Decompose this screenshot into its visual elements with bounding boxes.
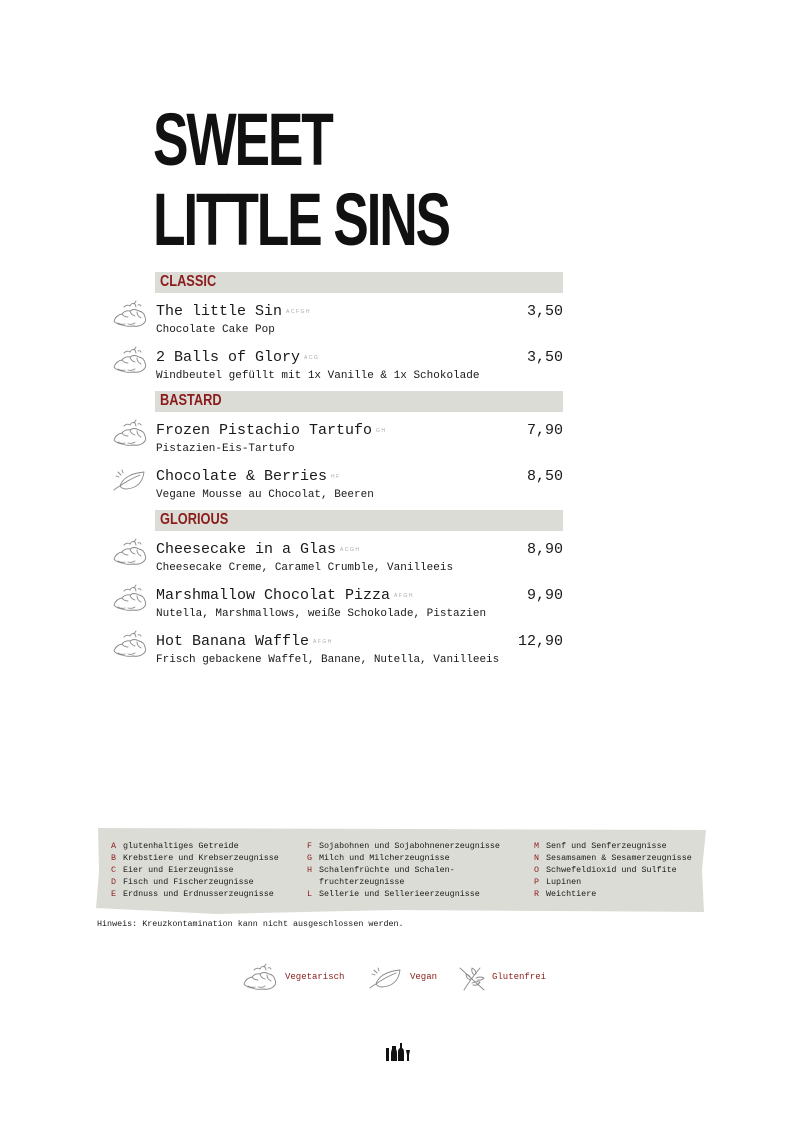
item-name: Hot Banana Waffle xyxy=(156,633,310,650)
menu-item xyxy=(110,587,563,631)
item-name: Chocolate & Berries xyxy=(156,468,328,485)
item-name: Frozen Pistachio Tartufo xyxy=(156,422,373,439)
item-allergens: ACGH xyxy=(340,547,361,553)
item-description: Chocolate Cake Pop xyxy=(156,324,275,336)
legend-row: E Erdnuss und Erdnusserzeugnisse xyxy=(111,889,274,899)
legend-row: N Sesamsamen & Sesamerzeugnisse xyxy=(534,853,692,863)
section-header-classic xyxy=(155,272,563,293)
item-allergens: HF xyxy=(331,474,341,480)
item-description: Pistazien-Eis-Tartufo xyxy=(156,443,295,455)
legend-column-3 xyxy=(534,840,692,900)
item-description: Windbeutel gefüllt mit 1x Vanille & 1x Schokolade xyxy=(156,370,480,382)
item-description: Nutella, Marshmallows, weiße Schokolade, Pistazien xyxy=(156,608,487,620)
title-line-2: LITTLE SINS xyxy=(153,178,449,261)
item-allergens: ACG xyxy=(304,355,320,361)
page-title xyxy=(153,100,449,260)
legend-row: D Fisch und Fischerzeugnisse xyxy=(111,877,254,887)
item-allergens: AFGH xyxy=(313,639,333,645)
vegan-icon xyxy=(110,464,150,494)
cross-contamination-note: Hinweis: Kreuzkontamination kann nicht ausgeschlossen werden. xyxy=(97,919,404,929)
diet-label: Vegan xyxy=(410,972,438,982)
legend-row: B Krebstiere und Krebserzeugnisse xyxy=(111,853,279,863)
menu-item xyxy=(110,422,563,466)
diet-legend-gluten-free xyxy=(456,962,556,994)
item-price: 8,90 xyxy=(526,541,563,558)
allergen-legend xyxy=(96,826,706,914)
section-header-bastard xyxy=(155,391,563,412)
item-description: Frisch gebackene Waffel, Banane, Nutella, Vanilleeis xyxy=(156,654,500,666)
legend-row: F Sojabohnen und Sojabohnenerzeugnisse xyxy=(307,841,500,851)
vegetarian-icon xyxy=(110,418,150,448)
legend-row: P Lupinen xyxy=(534,877,582,887)
brand-logo-icon xyxy=(385,1043,411,1061)
item-name: The little Sin xyxy=(156,303,283,320)
item-allergens: GH xyxy=(376,428,387,434)
diet-label: Vegetarisch xyxy=(285,972,345,982)
section-header-glorious xyxy=(155,510,563,531)
item-allergens: ACFGH xyxy=(286,309,312,315)
legend-row: fruchterzeugnisse xyxy=(319,877,405,887)
legend-row: C Eier und Eierzeugnisse xyxy=(111,865,234,875)
vegetarian-icon xyxy=(110,583,150,613)
vegetarian-icon xyxy=(110,629,150,659)
item-name: Marshmallow Chocolat Pizza xyxy=(156,587,391,604)
legend-row: A glutenhaltiges Getreide xyxy=(111,841,239,851)
menu-item xyxy=(110,633,563,677)
vegetarian-icon xyxy=(110,345,150,375)
item-price: 3,50 xyxy=(526,349,563,366)
legend-row: L Sellerie und Sellerieerzeugnisse xyxy=(307,889,480,899)
menu-item xyxy=(110,468,563,512)
legend-row: H Schalenfrüchte und Schalen- xyxy=(307,865,455,875)
legend-row: R Weichtiere xyxy=(534,889,597,899)
menu-item xyxy=(110,541,563,585)
diet-legend-vegetarian xyxy=(240,962,350,994)
item-allergens: AFGH xyxy=(394,593,414,599)
legend-row: O Schwefeldioxid und Sulfite xyxy=(534,865,677,875)
item-name: 2 Balls of Glory xyxy=(156,349,301,366)
item-description: Vegane Mousse au Chocolat, Beeren xyxy=(156,489,374,501)
item-price: 8,50 xyxy=(526,468,563,485)
section-label: BASTARD xyxy=(160,392,222,409)
section-label: CLASSIC xyxy=(160,273,217,290)
legend-row: G Milch und Milcherzeugnisse xyxy=(307,853,450,863)
menu-item xyxy=(110,349,563,393)
diet-legend-vegan xyxy=(366,962,446,994)
legend-row: M Senf und Senferzeugnisse xyxy=(534,841,667,851)
vegetarian-icon xyxy=(110,299,150,329)
item-price: 12,90 xyxy=(517,633,563,650)
menu-item xyxy=(110,303,563,347)
legend-column-1 xyxy=(111,840,279,900)
section-label: GLORIOUS xyxy=(160,511,229,528)
item-price: 9,90 xyxy=(526,587,563,604)
item-price: 3,50 xyxy=(526,303,563,320)
vegetarian-icon xyxy=(110,537,150,567)
legend-column-2 xyxy=(307,840,500,900)
diet-label: Glutenfrei xyxy=(492,972,547,982)
title-line-1: SWEET xyxy=(153,98,332,181)
item-description: Cheesecake Creme, Caramel Crumble, Vanilleeis xyxy=(156,562,454,574)
item-name: Cheesecake in a Glas xyxy=(156,541,337,558)
item-price: 7,90 xyxy=(526,422,563,439)
